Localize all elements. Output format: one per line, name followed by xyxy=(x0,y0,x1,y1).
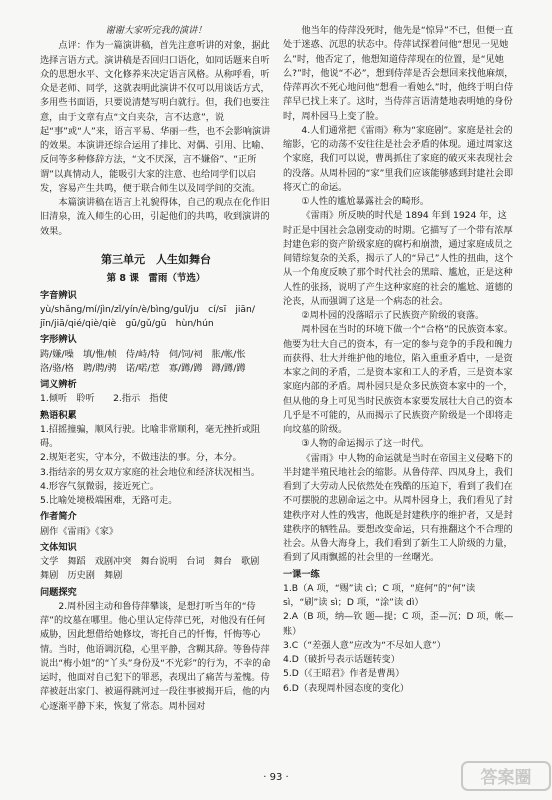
term: 台词 xyxy=(186,556,205,568)
answer-paragraph: 4.人们通常把《雷雨》称为“家庭剧”。家庭是社会的缩影，它的动荡不安往往是社会矛盾的体现。通过周家这个家庭，我们可以说，曹禺抓住了家庭的破灭来表现社会的没落。从周朴园的“家”里我们应该能够感到封建社会即将灭亡的命运。 xyxy=(283,124,514,193)
term: 舞台 xyxy=(213,556,232,568)
answer-line: 1.招摇撞骗，顺风行驶。比喻非常顺利，毫无挫折或阻碍。 xyxy=(40,423,261,450)
answer-paragraph: 2.周朴园主动和鲁侍萍攀谈，是想打听当年的“侍萍”的坟墓在哪里。他心里认定侍萍已死，对他没有任何威胁，因此想借给她修坟，寄托自己的忏悔，忏悔等心情。当时，他语调沉稳，心里平静，含糊其辞。等鲁侍萍说出“梅小姐”的“丫头”身份及“不光彩”的行为，不幸的命运时，他面对自己犯下的罪恶，表现出了痛苦与羞愧。侍萍被赶出家门、被逼得跳河过一段往事被揭开后，他的内心逐渐平静下来，恢复了常态。周朴园对 xyxy=(40,600,271,712)
unit-title: 第三单元 人生如舞台 xyxy=(101,252,211,266)
char-line: 洛/骆/格 聘/聘/骋 诺/喏/惹 寡/蹲/蹲 蹲/蹲/蹲 xyxy=(40,362,246,374)
char-line: 踌/嫌/噪 填/惟/帧 侍/峙/特 伺/饲/祠 胀/帐/怅 xyxy=(40,348,246,360)
term: 历史剧 xyxy=(67,570,95,582)
answer-line: 2.规矩老实，守本分，不做违法的事。分，本分。 xyxy=(40,452,242,464)
answer-line: 1.倾听 聆听 2.指示 指使 xyxy=(40,393,168,405)
section-heading: 问题探究 xyxy=(40,586,77,598)
exercise-answer: 4.D（破折号表示话题转变） xyxy=(283,654,400,665)
exercise-answer: 5.D（《王昭君》作者是曹禺） xyxy=(283,668,405,680)
lesson-title: 第 8 课 雷雨（节选） xyxy=(106,272,206,284)
pinyin-line: yù/shǎng/mí/jìn/zǐ/yín/è/bìng/guǐ/ju cí/sī jiān/ xyxy=(40,303,255,315)
pinyin-line: jīn/jiā/qié/qiè/qiè gū/gǔ/gū hùn/hún xyxy=(40,318,214,330)
point-heading: ③人物的命运揭示了这一时代。 xyxy=(301,438,430,450)
point-heading: ②周朴园的没落昭示了民族资产阶级的衰落。 xyxy=(301,310,485,321)
term: 舞蹈 xyxy=(67,556,86,568)
svg-text:答案圈: 答案圈 xyxy=(480,768,532,788)
section-heading: 文体知识 xyxy=(40,541,77,553)
term: 舞台说明 xyxy=(140,556,178,568)
term: 戏剧冲突 xyxy=(94,556,132,568)
watermark-logo xyxy=(460,758,552,794)
exercise-answer: 6.D（表现周朴园态度的变化） xyxy=(283,682,410,694)
right-column xyxy=(283,24,515,696)
genre-terms xyxy=(40,555,272,584)
comment-paragraph: 点评：作为一篇演讲稿，首先注意听讲的对象，据此选择言语方式。演讲稿是否回归口语化，如同话题来自听众的思想水平、文化修养来决定语言风格。从称呼看，听众是老师、同学，这就表明此演讲不仅可以用谈话方式，多用些书面语，只要说清楚写明白就行。但，我们也要注意，由于文章有点“文白夹杂，言不达意”，说起“事”或“人”来，语言平易、华丽一些，也不会影响演讲的效果。本演讲还综合运用了排比、对偶、引用、比喻、反问等多种修辞方法，“文不厌深，言不嫌俗”、“正所谓”以真情动人，能吸引大家的注意、也给同学们以启发，容易产生共鸣，便于联合师生以及同学间的交流。 xyxy=(40,40,271,194)
page-number: · 93 · xyxy=(263,772,289,783)
term: 歌剧 xyxy=(241,556,260,568)
answer-line: 4.形容气氛微弱，接近死亡。 xyxy=(40,480,160,492)
section-heading: 一课一练 xyxy=(283,568,320,580)
exercise-answer: 3.C（“差强人意”应改为“不尽如人意”） xyxy=(283,639,446,651)
point-heading: ①人性的尴尬暴露社会的畸形。 xyxy=(301,196,430,207)
section-heading: 词义辨析 xyxy=(40,379,77,391)
answer-paragraph: 周朴园在当时的环境下做一个“合格”的民族资本家。他要为壮大自己的资本，有一定的参与竞争的手段和魄力而获得、壮大并维护他的地位，陷入重重矛盾中，一是资本家之间的矛盾，二是资本家和工人的矛盾，三是资本家家庭内部的矛盾。周朴园只是众多民族资本家中的一个，但从他的身上可见当时民族资本家要发展壮大自己的资本几乎是不可能的，从而揭示了民族资产阶级是一个即将走向坟墓的阶级。 xyxy=(283,324,514,435)
section-heading: 字形辨认 xyxy=(40,334,77,346)
exercise-answer: 2.A（B 项，纳—钦 题—提；C 项，歪—沉；D 项，帐—账） xyxy=(283,611,514,637)
left-column xyxy=(40,24,272,714)
comment-paragraph: 本篇演讲稿在语言上礼貌得体，自己的观点在化作旧旧清泉，流入师生的心田，引起他们的共鸣，收到演讲的效果。 xyxy=(40,197,270,237)
speech-closing: 谢谢大家听完我的演讲！ xyxy=(105,25,207,36)
answer-paragraph: 《雷雨》所反映的时代是 1894 年到 1924 年，这时正是中国社会急剧变动的时期。它描写了一个带有浓厚封建色彩的资产阶级家庭的腐朽和崩溃，通过家庭成员之间错综复杂的关系，揭示了人的“异己”人性的扭曲，这个从一个角度反映了那个时代社会的黑暗、尴尬，正是这种人性的张扬，说明了产生这种家庭的社会的尴尬、道德的沦丧，从而强调了这是一个病态的社会。 xyxy=(283,210,514,307)
exercise-answer: 1.B（A 项，“赐”读 cì；C 项，“庭何”的“何”读 sì，“刷”读 sì；D 项，“涂”读 dì） xyxy=(283,582,476,608)
section-heading: 字音辨识 xyxy=(40,289,77,301)
answer-line: 5.比喻处境极端困难，无路可走。 xyxy=(40,495,178,507)
answer-paragraph: 他当年的侍萍没死时，他先是“惊异”不已，但便一直处于迷惑、沉思的状态中。侍萍试探着问他“想见一见她么”时，他否定了，他想知道侍萍现在的位置，是“见她么?”时，他说“不必”，想到侍萍是否会想回来找他麻烦，侍萍再次不死心地问他“想看一看她么”时，他终于明白侍萍早已找上来了。这时，当侍萍言语清楚地表明她的身份时，周朴园马上变了脸。 xyxy=(283,25,514,122)
term: 文学 xyxy=(40,556,59,568)
answer-line: 3.指结亲的男女双方家庭的社会地位和经济状况相当。 xyxy=(40,466,261,478)
term: 舞剧 xyxy=(103,570,123,582)
section-heading: 作者简介 xyxy=(40,511,77,523)
term: 舞剧 xyxy=(40,570,59,582)
answer-line: 剧作《雷雨》《家》 xyxy=(40,525,119,537)
section-heading: 熟语积累 xyxy=(40,409,77,421)
answer-paragraph: 《雷雨》中人物的命运就是当时在帝国主义侵略下的半封建半殖民地社会的缩影。从鲁侍萍、四凤身上，我们看到了大劳动人民依然处在残酷的压迫下，看到了我们在不可摆脱的悲剧命运之中。从周朴园身上，我们看见了封建秩序对人性的残害，他既是封建秩序的维护者，又是封建秩序的牺牲品。要想改变命运，只有推翻这个不合理的社会。从鲁大海身上，我们看到了新生工人阶级的力量，看到了风雨飘摇的社会里的一丝曙光。 xyxy=(283,452,513,564)
